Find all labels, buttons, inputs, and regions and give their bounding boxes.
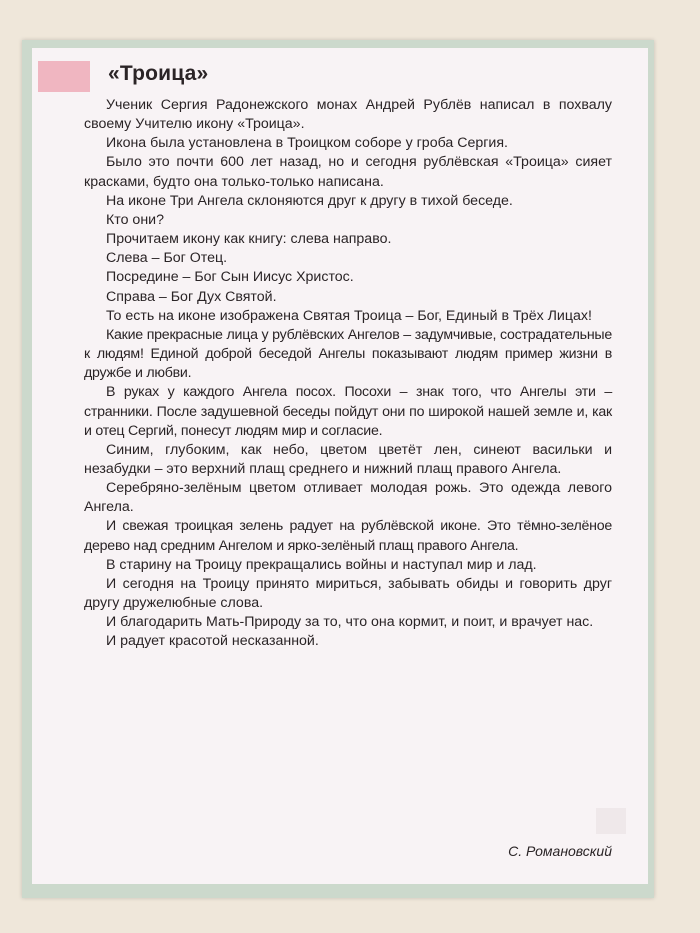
paragraph: И радует красотой несказанной. bbox=[106, 633, 319, 650]
page-title: «Троица» bbox=[108, 62, 209, 85]
author-signature: С. Романовский bbox=[508, 843, 612, 859]
paragraph: И сегодня на Троицу принято мириться, забывать обиды и говорить друг другу дружелюбные слова. bbox=[84, 575, 612, 612]
paragraph: И свежая троицкая зелень радует на рублёвской иконе. Это тёмно-зелёное дерево над средним Ангелом и ярко-зелёный плащ правого Ангела. bbox=[84, 518, 612, 554]
paragraph: На иконе Три Ангела склоняются друг к другу в тихой беседе. bbox=[106, 192, 513, 209]
paragraph: Кто они? bbox=[106, 211, 164, 228]
faint-background-mark bbox=[596, 808, 626, 834]
paragraph: И благодарить Мать-Природу за то, что она кормит, и поит, и врачует нас. bbox=[106, 614, 594, 631]
paragraph: Посредине – Бог Сын Иисус Христос. bbox=[106, 269, 354, 286]
paragraph: В старину на Троицу прекращались войны и наступал мир и лад. bbox=[106, 556, 537, 573]
paragraph: Икона была установлена в Троицком соборе у гроба Сергия. bbox=[106, 135, 508, 152]
paragraph: Какие прекрасные лица у рублёвских Ангелов – задумчивые, сострадательные к людям! Единой доброй беседой Ангелы показывают людям пример жизни в дружбе и любви. bbox=[84, 326, 612, 382]
paragraph: В руках у каждого Ангела посох. Посохи – знак того, что Ангелы эти – странники. После задушевной беседы пойдут они по широкой нашей земле и, как и отец Сергий, понесут людям мир и согласие. bbox=[84, 384, 612, 439]
paragraph: Справа – Бог Дух Святой. bbox=[106, 288, 277, 305]
paragraph: Слева – Бог Отец. bbox=[106, 250, 228, 267]
paragraph: Серебряно-зелёным цветом отливает молодая рожь. Это одежда левого Ангела. bbox=[84, 480, 612, 516]
paragraph: Было это почти 600 лет назад, но и сегодня рублёвская «Троица» сияет красками, будто она только-только написана. bbox=[84, 154, 612, 190]
paragraph: Синим, глубоким, как небо, цветом цветёт лен, синеют васильки и незабудки – это верхний плащ среднего и нижний плащ правого Ангела. bbox=[84, 441, 612, 477]
paragraph: Ученик Сергия Радонежского монах Андрей Рублёв написал в похвалу своему Учителю икону «Троица». bbox=[84, 97, 612, 133]
paragraph: Прочитаем икону как книгу: слева направо. bbox=[106, 231, 392, 248]
paragraph: То есть на иконе изображена Святая Троица – Бог, Единый в Трёх Лицах! bbox=[106, 307, 592, 324]
title-marker bbox=[38, 61, 90, 92]
poem-text bbox=[84, 96, 612, 652]
